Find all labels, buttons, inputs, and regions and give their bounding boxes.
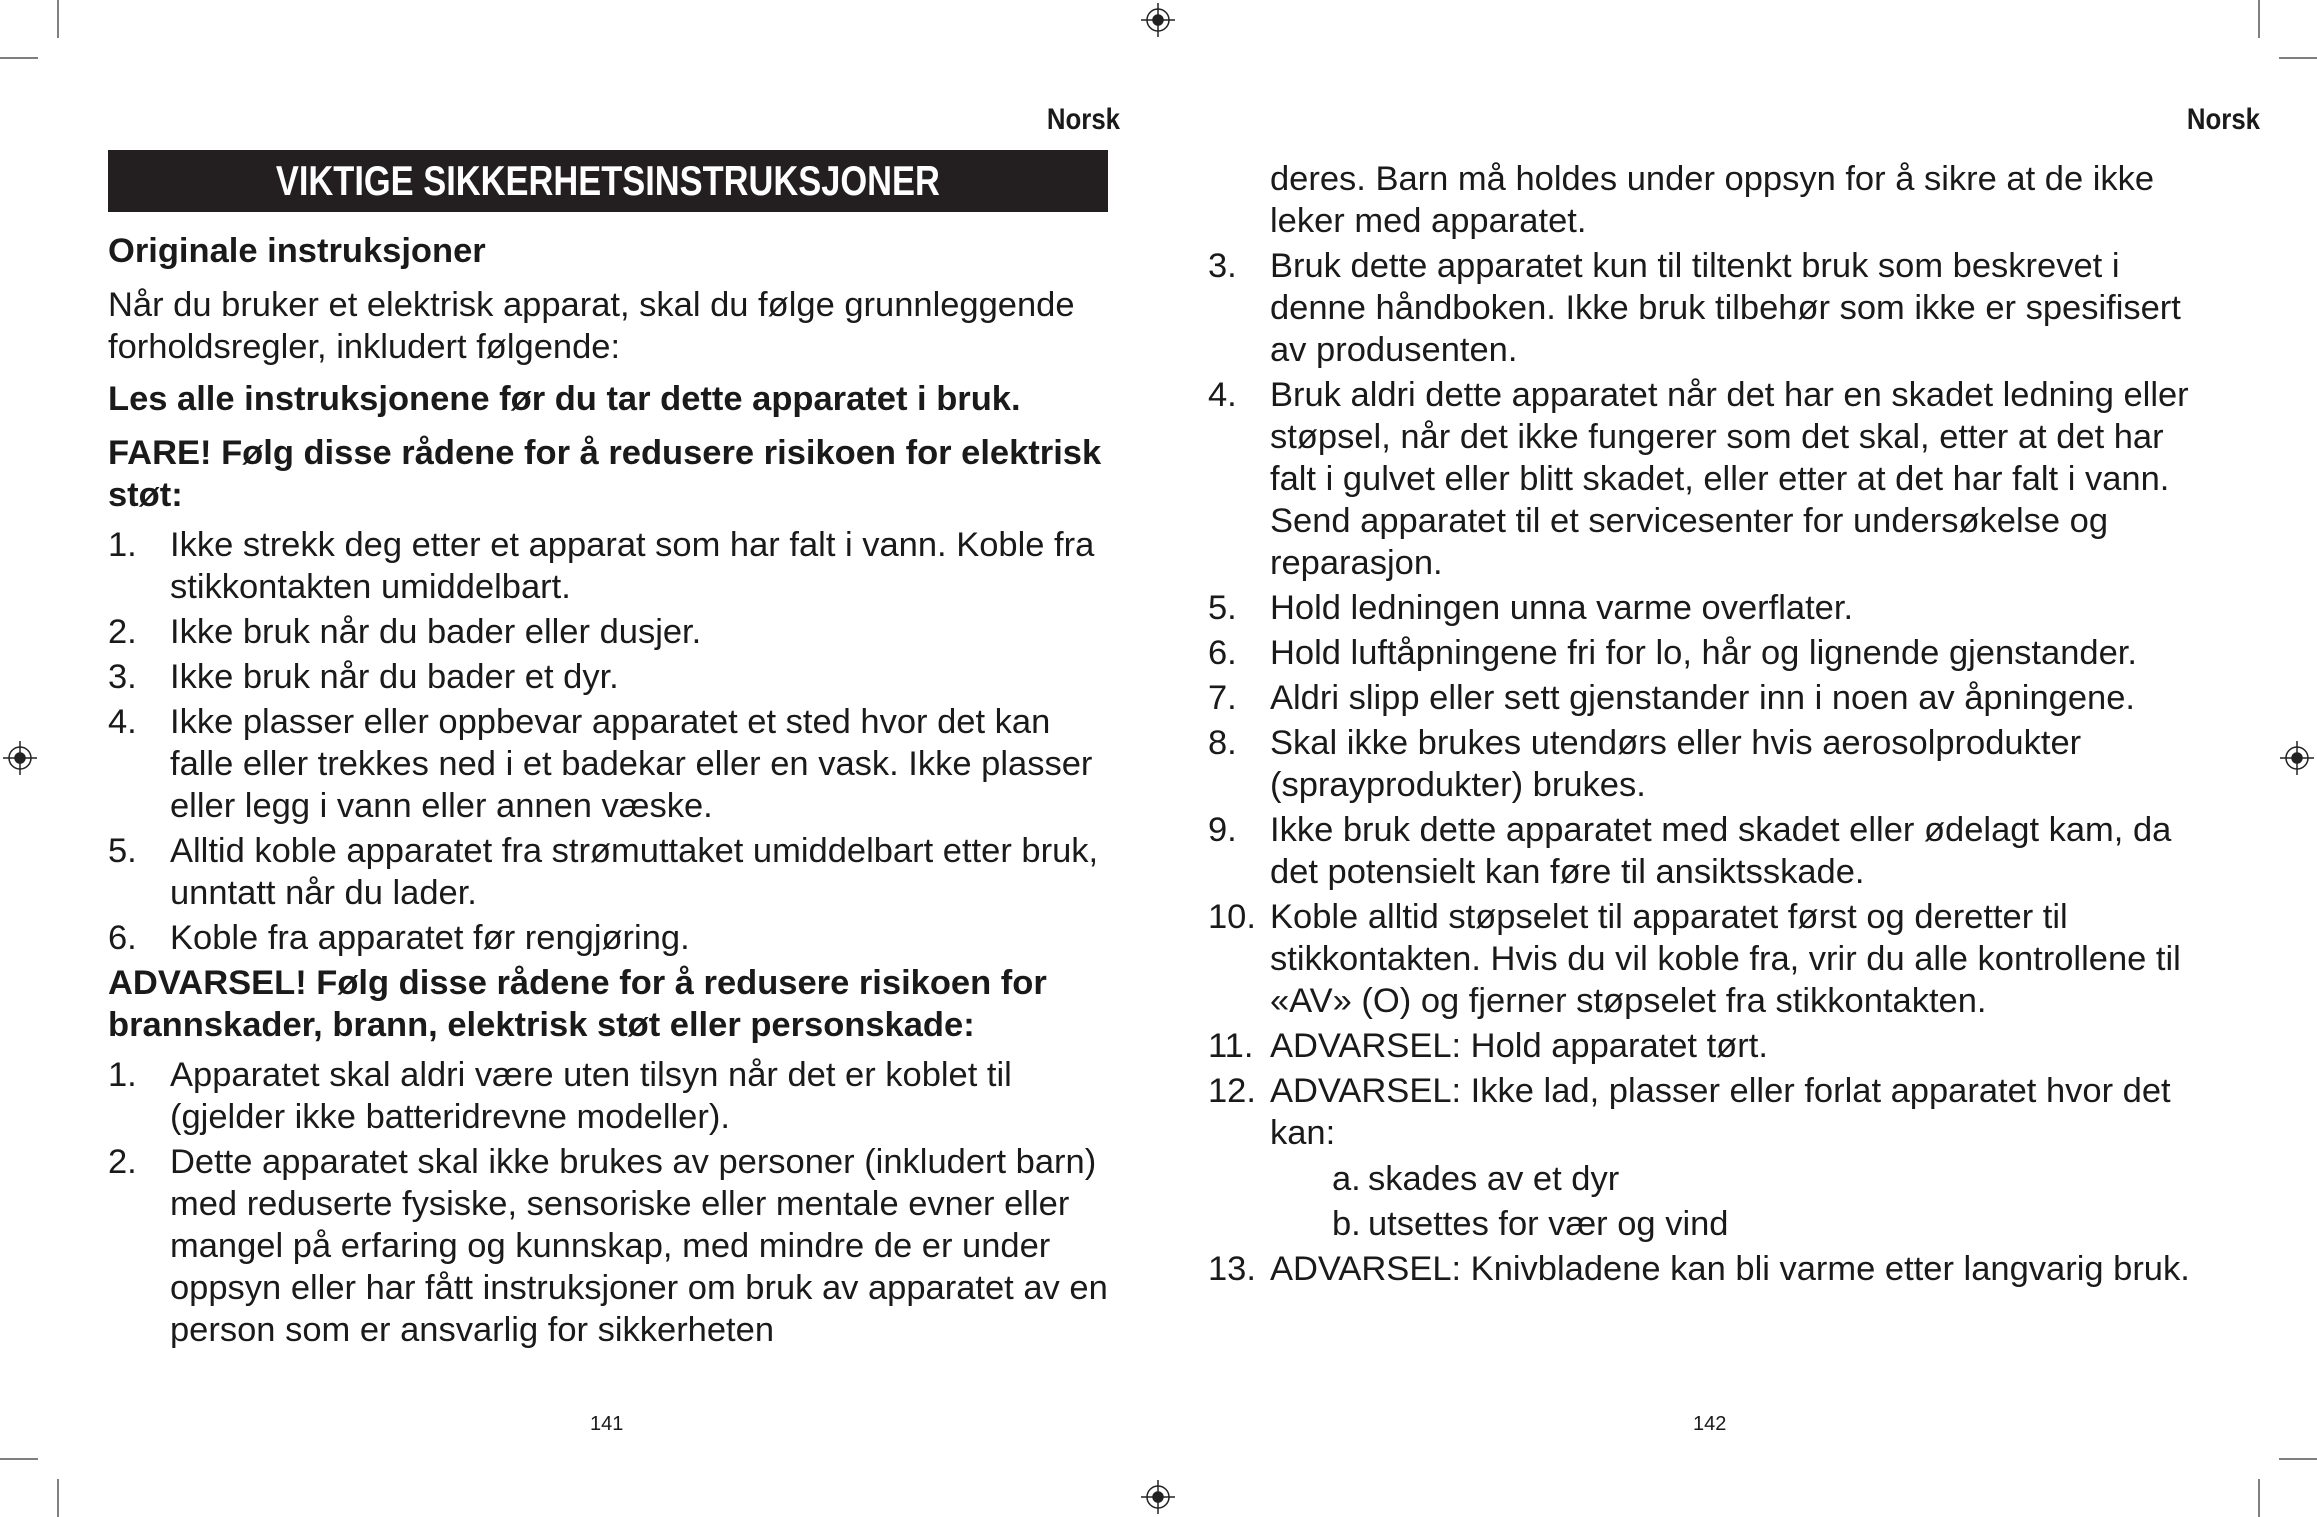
sub-item-text: utsettes for vær og vind (1368, 1205, 1729, 1243)
item-number: 10. (1208, 898, 1256, 936)
item-number: 13. (1208, 1250, 1256, 1288)
item-number: 3. (108, 658, 137, 696)
page-number: 142 (1693, 1413, 1727, 1435)
sub-list (1270, 1158, 2218, 1245)
item-text: Koble alltid støpselet til apparatet først og deretter til stikkontakten. Hvis du vil koble fra, vrir du alle kontrollene til «AV» (O) og fjerner støpselet fra stikkontakten. (1270, 898, 2181, 1020)
continued-list (1208, 158, 2218, 1290)
danger-list (108, 524, 1118, 959)
item-number: 12. (1208, 1072, 1256, 1110)
item-number: 2. (108, 1143, 137, 1181)
item-number: 3. (1208, 247, 1237, 285)
item-number: 5. (1208, 589, 1237, 627)
list-item (108, 656, 1118, 698)
read-all-notice: Les alle instruksjonene før du tar dette apparatet i bruk. (108, 380, 1021, 418)
left-content (108, 230, 1118, 1354)
item-text: deres. Barn må holdes under oppsyn for å sikre at de ikke leker med apparatet. (1270, 160, 2155, 240)
item-text: ADVARSEL: Knivbladene kan bli varme etter langvarig bruk. (1270, 1250, 2190, 1288)
list-item (1208, 632, 2218, 674)
list-item (1208, 677, 2218, 719)
item-text: Ikke bruk når du bader et dyr. (170, 658, 619, 696)
item-number: 1. (108, 1056, 137, 1094)
item-number: 8. (1208, 724, 1237, 762)
item-text: Ikke bruk når du bader eller dusjer. (170, 613, 702, 651)
warning-heading: ADVARSEL! Følg disse rådene for å redusere risikoen for brannskader, brann, elektrisk støt eller personskade: (108, 964, 1047, 1044)
item-number: 4. (1208, 376, 1237, 414)
item-number: 7. (1208, 679, 1237, 717)
language-label: Norsk (2186, 103, 2260, 136)
list-item (108, 611, 1118, 653)
warning-list (108, 1054, 1118, 1351)
item-number: 11. (1208, 1027, 1254, 1065)
list-item (108, 524, 1118, 608)
right-content (1208, 158, 2218, 1293)
list-item (108, 1054, 1118, 1138)
subtitle: Originale instruksjoner (108, 232, 486, 270)
list-item-continuation (1208, 158, 2218, 242)
danger-heading: FARE! Følg disse rådene for å redusere risikoen for elektrisk støt: (108, 434, 1102, 514)
page-left (0, 0, 1158, 1517)
list-item (1208, 1248, 2218, 1290)
item-number: 2. (108, 613, 137, 651)
item-text: Dette apparatet skal ikke brukes av personer (inkludert barn) med reduserte fysiske, sensoriske eller mentale evner eller mangel på erfaring og kunnskap, med mindre de er under oppsyn eller har fått instruksjoner om bruk av apparatet av en person som er ansvarlig for sikkerheten (170, 1143, 1108, 1349)
item-number: 9. (1208, 811, 1237, 849)
list-item (1208, 587, 2218, 629)
item-number: 1. (108, 526, 137, 564)
item-text: Hold ledningen unna varme overflater. (1270, 589, 1854, 627)
list-item (108, 917, 1118, 959)
item-number: 6. (108, 919, 137, 957)
item-text: Ikke plasser eller oppbevar apparatet et sted hvor det kan falle eller trekkes ned i et badekar eller en vask. Ikke plasser eller legg i vann eller annen væske. (170, 703, 1093, 825)
section-banner (108, 150, 1108, 212)
item-text: ADVARSEL: Ikke lad, plasser eller forlat apparatet hvor det kan: (1270, 1072, 2171, 1152)
item-text: Bruk dette apparatet kun til tiltenkt bruk som beskrevet i denne håndboken. Ikke bruk tilbehør som ikke er spesifisert av produsenten. (1270, 247, 2181, 369)
item-number: 6. (1208, 634, 1237, 672)
sub-list-item (1270, 1158, 2218, 1200)
item-text: Alltid koble apparatet fra strømuttaket umiddelbart etter bruk, unntatt når du lader. (170, 832, 1099, 912)
item-text: Apparatet skal aldri være uten tilsyn når det er koblet til (gjelder ikke batteridrevne modeller). (170, 1056, 1012, 1136)
list-item (108, 1141, 1118, 1351)
list-item (1208, 722, 2218, 806)
item-text: Bruk aldri dette apparatet når det har en skadet ledning eller støpsel, når det ikke fungerer som det skal, etter at det har falt i gulvet eller blitt skadet, eller etter at det har falt i vann. Send apparatet til et servicesenter for undersøkelse og reparasjon. (1270, 376, 2189, 582)
intro-text: Når du bruker et elektrisk apparat, skal du følge grunnleggende forholdsregler, inkludert følgende: (108, 286, 1075, 366)
sub-item-letter: a. (1332, 1160, 1361, 1198)
item-number: 4. (108, 703, 137, 741)
list-item (1208, 374, 2218, 584)
item-number: 5. (108, 832, 137, 870)
item-text: Skal ikke brukes utendørs eller hvis aerosolprodukter (sprayprodukter) brukes. (1270, 724, 2082, 804)
item-text: Koble fra apparatet før rengjøring. (170, 919, 690, 957)
item-text: ADVARSEL: Hold apparatet tørt. (1270, 1027, 1768, 1065)
list-item (1208, 245, 2218, 371)
banner-title: VIKTIGE SIKKERHETSINSTRUKSJONER (275, 157, 941, 204)
list-item (108, 830, 1118, 914)
list-item (1208, 809, 2218, 893)
page-right (1158, 0, 2317, 1517)
item-text: Aldri slipp eller sett gjenstander inn i noen av åpningene. (1270, 679, 2135, 717)
language-label: Norsk (1046, 103, 1120, 136)
item-text: Ikke strekk deg etter et apparat som har falt i vann. Koble fra stikkontakten umiddelbart. (170, 526, 1095, 606)
item-text: Ikke bruk dette apparatet med skadet eller ødelagt kam, da det potensielt kan føre til ansiktsskade. (1270, 811, 2172, 891)
sub-item-text: skades av et dyr (1368, 1160, 1620, 1198)
list-item (1208, 896, 2218, 1022)
sub-item-letter: b. (1332, 1205, 1361, 1243)
list-item (1208, 1070, 2218, 1245)
sub-list-item (1270, 1203, 2218, 1245)
list-item (1208, 1025, 2218, 1067)
item-text: Hold luftåpningene fri for lo, hår og lignende gjenstander. (1270, 634, 2137, 672)
page-number: 141 (590, 1413, 624, 1435)
list-item (108, 701, 1118, 827)
